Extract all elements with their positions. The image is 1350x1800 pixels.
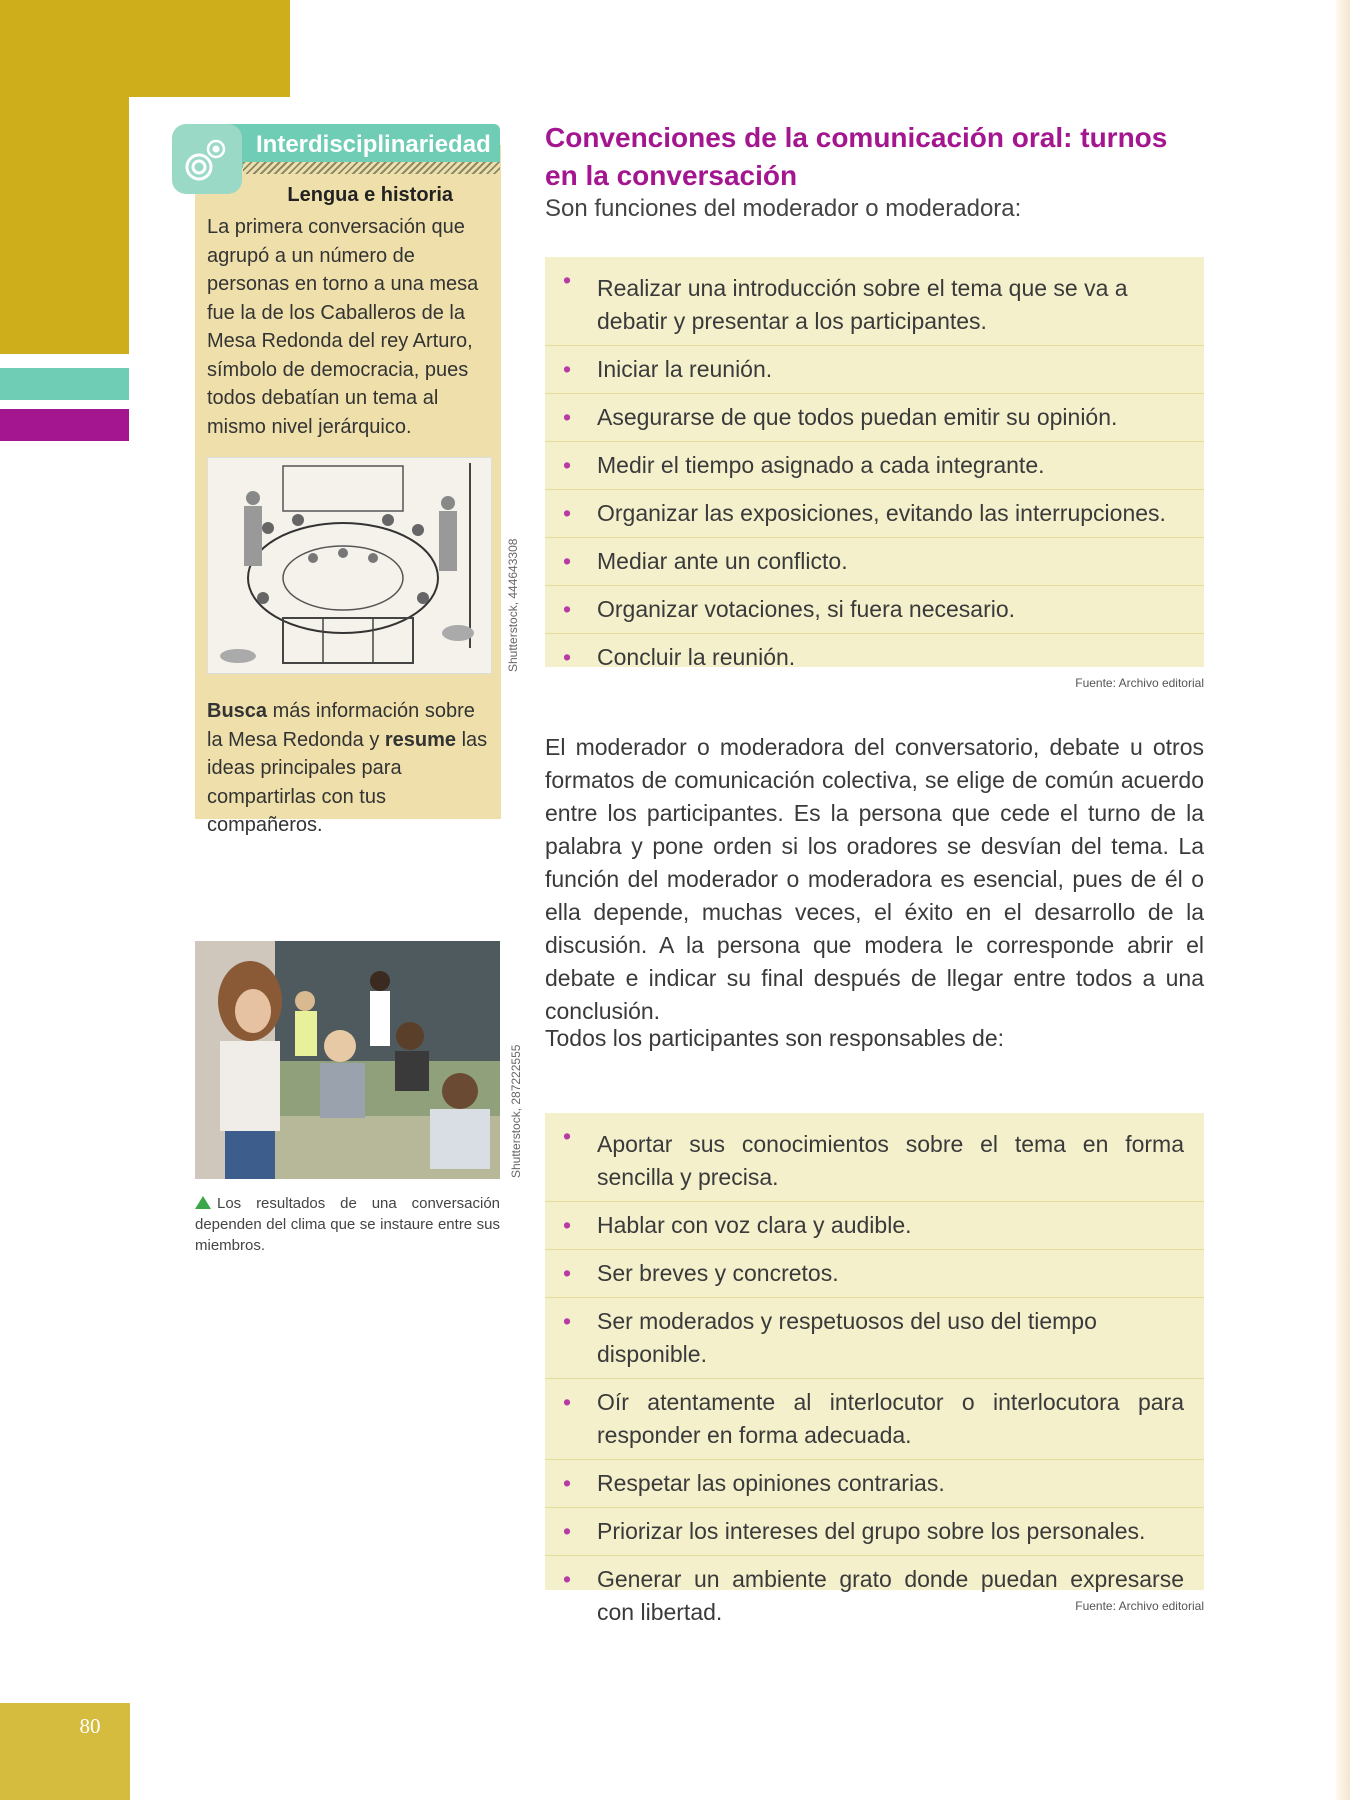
decor-gold-block-top [0,0,290,97]
responsibilities-intro: Todos los participantes son responsables de: [545,1025,1005,1051]
caption-triangle-icon [195,1196,211,1209]
list-item: • Organizar las exposiciones, evitando las interrupciones. [545,490,1204,538]
moderator-intro: Son funciones del moderador o moderadora: [545,195,1022,222]
photo-credit: Shutterstock, 287222555 [509,1044,523,1178]
moderator-functions-list [545,257,1204,681]
list-item: • Mediar ante un conflicto. [545,538,1204,586]
illustration-credit: Shutterstock, 444643308 [506,538,520,672]
list-item: • Priorizar los intereses del grupo sobre los personales. [545,1508,1204,1556]
source-note-1: Fuente: Archivo editorial [1075,676,1204,690]
sidebar-task [207,697,489,840]
section-title: Convenciones de la comunicación oral: turnos en la conversación [545,122,1168,191]
task-text-1: más información sobre la Mesa Redonda y [207,700,475,751]
list-item: • Medir el tiempo asignado a cada integrante. [545,442,1204,490]
task-verb-busca: Busca [207,700,268,722]
list-item: • Realizar una introducción sobre el tema que se va a debatir y presentar a los participantes. [545,257,1204,346]
list-item: • Asegurarse de que todos puedan emitir su opinión. [545,394,1204,442]
list-item: • Oír atentamente al interlocutor o interlocutora para responder en forma adecuada. [545,1379,1204,1460]
task-text-2: las ideas principales para compartirlas con tus compañeros. [207,728,488,836]
round-table-illustration [207,457,492,674]
list-item: • Respetar las opiniones contrarias. [545,1460,1204,1508]
responsibilities-list [545,1113,1204,1636]
page-edge-shadow [1336,0,1350,1800]
list-item: • Aportar sus conocimientos sobre el tema en forma sencilla y precisa. [545,1113,1204,1202]
sidebar-header-hatch [243,162,500,174]
decor-teal-bar [0,368,129,400]
list-item: • Iniciar la reunión. [545,346,1204,394]
list-item: • Ser breves y concretos. [545,1250,1204,1298]
students-photo [195,941,500,1179]
sidebar-subtitle: Lengua e historia [287,184,453,206]
list-item: • Ser moderados y respetuosos del uso del tiempo disponible. [545,1298,1204,1379]
list-item: • Generar un ambiente grato donde puedan expresarse con libertad. [545,1556,1204,1636]
photo-caption [195,1193,500,1256]
list-item: • Organizar votaciones, si fuera necesario. [545,586,1204,634]
moderator-functions-box [545,257,1204,670]
sidebar-paragraph: La primera conversación que agrupó a un número de personas en torno a una mesa fue la de los Caballeros de la Mesa Redonda del rey Arturo, símbolo de democracia, pues todos debatían un tema al mismo nivel jerárquico. [207,216,479,438]
decor-gold-block-left [0,97,129,354]
list-item: • Hablar con voz clara y audible. [545,1202,1204,1250]
moderator-paragraph: El moderador o moderadora del conversatorio, debate u otros formatos de comunicación colectiva, se elige de común acuerdo entre los participantes. Es la persona que cede el turno de la palabra y pone orden si los oradores se desvían del tema. La función del moderador o moderadora es esencial, pues de él o ella depende, muchas veces, el éxito en el desarrollo de la discusión. A la persona que modera le corresponde abrir el debate e indicar su final después de llegar entre todos a una conclusión. [545,734,1204,1024]
task-verb-resume: resume [384,728,457,751]
photo-caption-text: Los resultados de una conversación dependen del clima que se instaure entre sus miembros. [195,1195,500,1254]
decor-magenta-bar [0,409,129,441]
source-note-2: Fuente: Archivo editorial [1075,1599,1204,1613]
page-number: 80 [79,1714,101,1738]
list-item: • Concluir la reunión. [545,634,1204,681]
sidebar-title: Interdisciplinariedad [256,131,491,158]
